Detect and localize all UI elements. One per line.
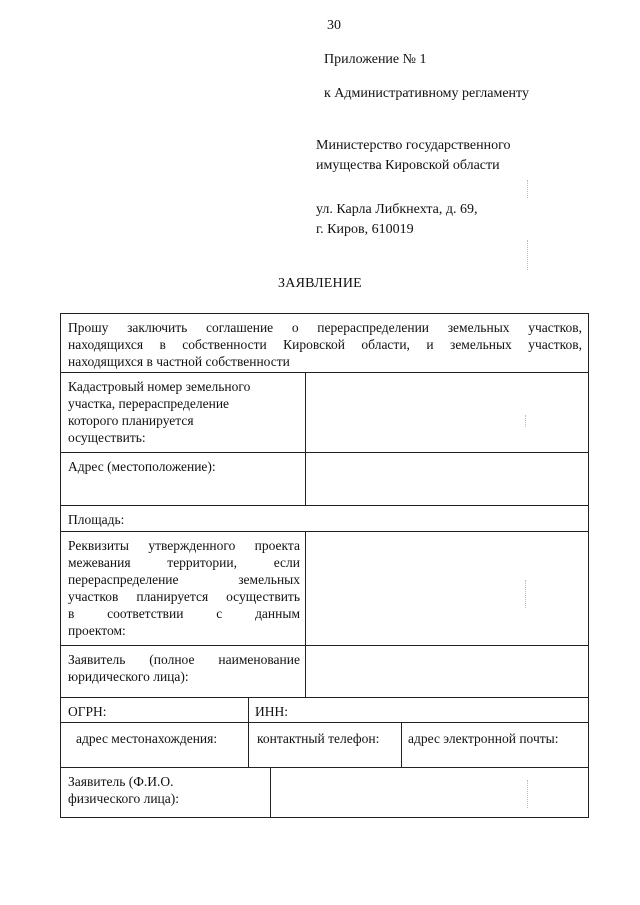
area-label: Площадь: [68, 512, 125, 527]
document-title: ЗАЯВЛЕНИЕ [278, 276, 362, 291]
row-divider [60, 452, 589, 453]
column-divider [305, 531, 306, 697]
scan-mark [525, 415, 526, 427]
contact-phone-label: контактный телефон: [257, 731, 380, 746]
project-label-line: проектом: [68, 623, 126, 638]
cadastral-number-field[interactable] [307, 374, 587, 451]
request-text [68, 319, 582, 370]
cadastral-label-line: осуществить: [68, 430, 146, 445]
scan-mark [525, 580, 526, 608]
applicant-legal-line: юридического лица): [68, 669, 189, 684]
applicant-legal-field[interactable] [307, 647, 587, 696]
annex-heading [316, 50, 529, 104]
applicant-person-line: физического лица): [68, 791, 180, 806]
inn-label: ИНН: [255, 704, 288, 719]
cadastral-number-label [68, 378, 300, 446]
project-details-field[interactable] [307, 533, 587, 644]
column-divider [305, 372, 306, 505]
scan-mark [527, 780, 528, 808]
row-divider [60, 722, 589, 723]
cadastral-label-line: которого планируется [68, 413, 194, 428]
column-divider [248, 697, 249, 767]
applicant-person-field[interactable] [272, 769, 587, 816]
recipient-line-2: имущества Кировской области [316, 158, 500, 173]
recipient-block [316, 136, 511, 240]
request-line-1: Прошу заключить соглашение о перераспределении земельных участков, [68, 320, 582, 335]
project-label-line: в соответствии с данным [68, 606, 300, 621]
request-line-3: находящихся в частной собственности [68, 354, 290, 369]
applicant-person-label [68, 773, 268, 807]
row-divider [60, 645, 589, 646]
page-number: 30 [327, 18, 341, 33]
applicant-legal-label [68, 651, 300, 685]
annex-line-2: к Административному регламенту [324, 86, 529, 101]
email-address-label: адрес электронной почты: [408, 731, 559, 746]
request-line-2: находящихся в собственности Кировской области, и земельных участков, [68, 337, 582, 352]
recipient-address-2: г. Киров, 610019 [316, 222, 414, 237]
cadastral-label-line: участка, перераспределение [68, 396, 230, 411]
column-divider [270, 767, 271, 818]
address-label: Адрес (местоположение): [68, 459, 216, 474]
applicant-legal-line: Заявитель (полное наименование [68, 652, 300, 667]
ogrn-field[interactable] [110, 699, 246, 721]
row-divider [60, 697, 589, 698]
project-label-line: межевания территории, если [68, 555, 300, 570]
project-details-label [68, 537, 300, 639]
row-divider [60, 531, 589, 532]
recipient-address-1: ул. Карла Либкнехта, д. 69, [316, 202, 478, 217]
address-field[interactable] [307, 454, 587, 504]
row-divider [60, 372, 589, 373]
row-divider [60, 767, 589, 768]
cadastral-label-line: Кадастровый номер земельного [68, 379, 251, 394]
inn-field[interactable] [292, 699, 587, 721]
annex-line-1: Приложение № 1 [324, 52, 427, 67]
recipient-line-1: Министерство государственного [316, 138, 511, 153]
row-divider [60, 505, 589, 506]
scan-mark [527, 240, 528, 270]
project-label-line: перераспределение земельных [68, 572, 300, 587]
column-divider [401, 722, 402, 767]
project-label-line: участков планируется осуществить [68, 589, 300, 604]
area-field[interactable] [140, 507, 587, 530]
applicant-person-line: Заявитель (Ф.И.О. [68, 774, 174, 789]
scan-mark [527, 180, 528, 198]
project-label-line: Реквизиты утвержденного проекта [68, 538, 300, 553]
location-address-label: адрес местонахождения: [76, 731, 218, 746]
ogrn-label: ОГРН: [68, 704, 107, 719]
